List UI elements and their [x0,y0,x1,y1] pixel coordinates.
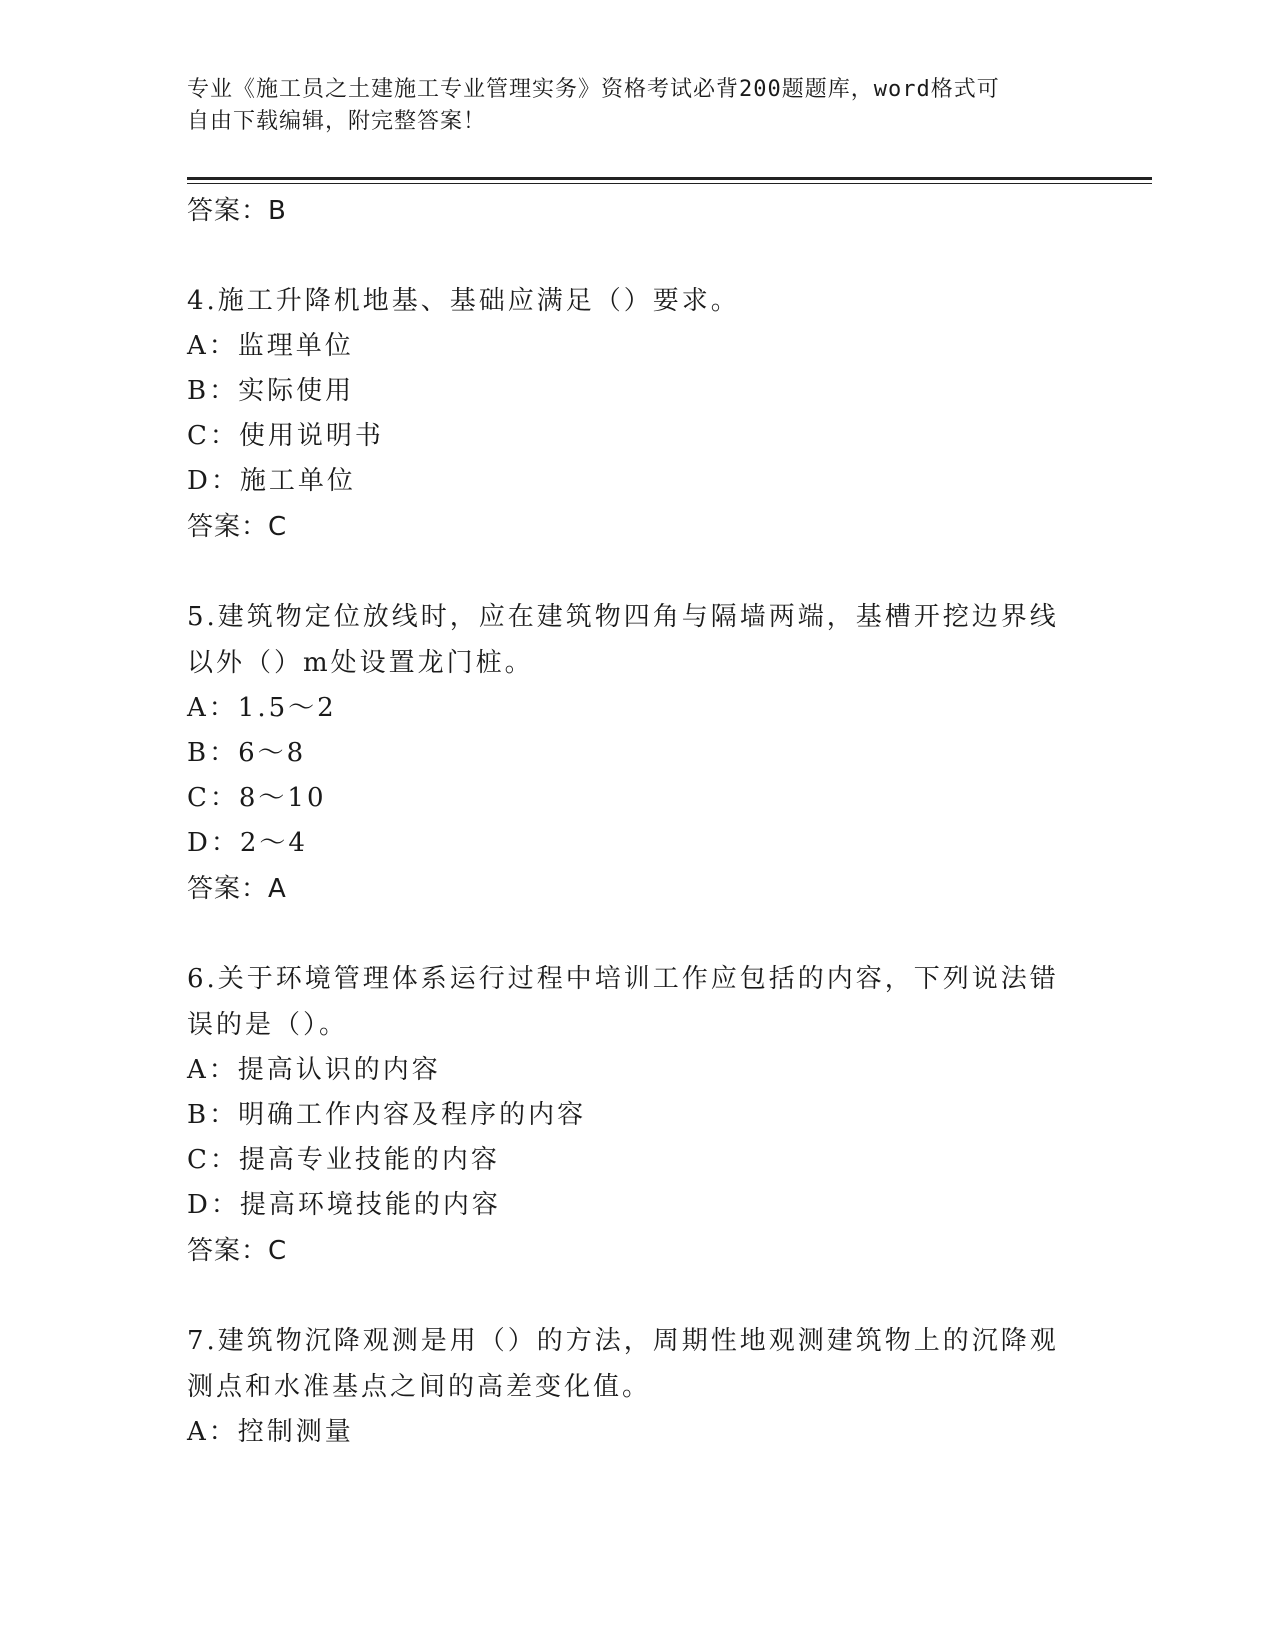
option-c: C：使用说明书 [187,421,384,451]
answer-line: 答案：C [187,1236,288,1266]
answer-line: 答案：A [187,874,287,904]
question-4 [187,278,1087,550]
question-stem-line: 6.关于环境管理体系运行过程中培训工作应包括的内容，下列说法错 [187,964,1059,994]
question-stem-line: 7.建筑物沉降观测是用（）的方法，周期性地观测建筑物上的沉降观 [187,1326,1059,1356]
document-header [187,74,1067,138]
option-b: B：6～8 [187,738,307,768]
question-stem-line: 误的是（）。 [187,1010,349,1040]
question-list [187,188,1087,1455]
option-c: C：8～10 [187,783,327,813]
header-rule-thick [187,177,1152,180]
option-c: C：提高专业技能的内容 [187,1145,500,1175]
question-5 [187,594,1087,912]
option-b: B：明确工作内容及程序的内容 [187,1100,587,1130]
option-d: D：施工单位 [187,466,356,496]
option-b: B：实际使用 [187,376,355,406]
question-7 [187,1318,1087,1455]
header-line-2: 自由下载编辑，附完整答案！ [187,109,487,134]
question-stem-line: 4.施工升降机地基、基础应满足（）要求。 [187,286,740,316]
option-a: A：1.5～2 [187,693,337,723]
question-stem-line: 5.建筑物定位放线时，应在建筑物四角与隔墙两端，基槽开挖边界线 [187,602,1059,632]
option-a: A：控制测量 [187,1417,354,1447]
answer-line: 答案：B [187,196,287,226]
option-d: D：提高环境技能的内容 [187,1190,501,1220]
question-stem-line: 测点和水准基点之间的高差变化值。 [187,1372,652,1402]
question-stem-line: 以外（）m处设置龙门桩。 [187,648,534,678]
question-6 [187,956,1087,1274]
option-a: A：监理单位 [187,331,354,361]
option-a: A：提高认识的内容 [187,1055,441,1085]
answer-line: 答案：C [187,512,288,542]
option-d: D：2～4 [187,828,308,858]
header-rule-thin [187,183,1152,184]
header-line-1: 专业《施工员之土建施工专业管理实务》资格考试必背200题题库，word格式可 [187,77,1000,102]
